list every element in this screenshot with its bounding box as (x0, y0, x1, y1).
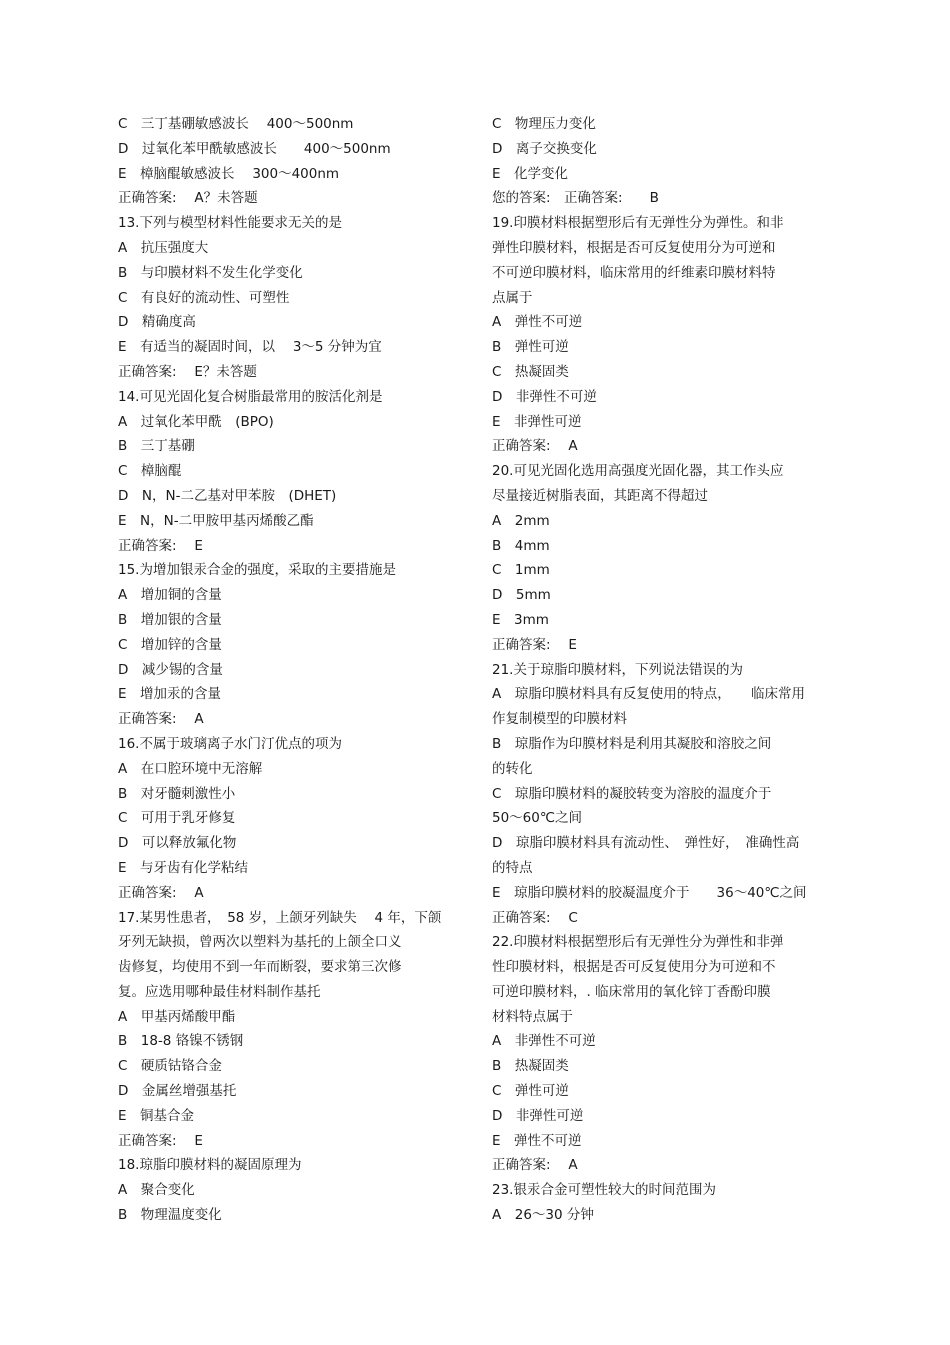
question-15: 15.为增加银汞合金的强度，采取的主要措施是 (118, 562, 396, 579)
answer-line: 正确答案: E？未答题 (118, 363, 257, 380)
option-line: A 抗压强度大 (118, 239, 209, 256)
question-17-cont: 复。应选用哪种最佳材料制作基托 (118, 983, 321, 1000)
option-line: A 过氧化苯甲酰 (BPO) (118, 413, 274, 430)
option-line: C 有良好的流动性、可塑性 (118, 289, 290, 306)
question-18: 18.琼脂印膜材料的凝固原理为 (118, 1157, 302, 1174)
option-line: E 3mm (492, 611, 549, 628)
option-line: A 非弹性不可逆 (492, 1033, 596, 1050)
option-line: A 聚合变化 (118, 1182, 195, 1199)
option-line: A 在口腔环境中无溶解 (118, 760, 263, 777)
option-line: D N，N-二乙基对甲苯胺 (DHET) (118, 487, 337, 504)
option-line: D 精确度高 (118, 314, 196, 331)
answer-line: 正确答案: E (492, 636, 577, 653)
option-line: B 18-8 铬镍不锈钢 (118, 1033, 244, 1050)
question-22: 22.印膜材料根据塑形后有无弹性分为弹性和非弹 (492, 934, 784, 951)
question-14: 14.可见光固化复合树脂最常用的胺活化剂是 (118, 388, 383, 405)
option-line: D 非弹性不可逆 (492, 388, 597, 405)
option-line-cont: 作复制模型的印膜材料 (492, 711, 627, 728)
option-line: B 与印膜材料不发生化学变化 (118, 264, 303, 281)
right-column (492, 112, 837, 1228)
option-line: E 与牙齿有化学粘结 (118, 859, 249, 876)
option-line: B 弹性可逆 (492, 339, 569, 356)
option-line: B 物理温度变化 (118, 1207, 222, 1224)
option-line: B 增加银的含量 (118, 611, 222, 628)
option-line: D 金属丝增强基托 (118, 1083, 237, 1100)
option-line: E 化学变化 (492, 165, 569, 182)
text-line: C 三丁基硼敏感波长 400～500nm (118, 116, 354, 132)
option-line: E N，N-二甲胺甲基丙烯酸乙酯 (118, 512, 314, 529)
question-19-cont: 点属于 (492, 289, 533, 306)
option-line: C 物理压力变化 (492, 116, 596, 132)
option-line: E 非弹性可逆 (492, 413, 582, 430)
left-column (118, 112, 463, 1228)
question-17: 17.某男性患者， 58 岁，上颌牙列缺失 4 年，下颌 (118, 909, 442, 926)
question-17-cont: 牙列无缺损，曾两次以塑料为基托的上颌全口义 (118, 934, 402, 951)
option-line: D 可以释放氟化物 (118, 835, 237, 852)
question-20: 20.可见光固化选用高强度光固化器，其工作头应 (492, 463, 784, 480)
option-line: B 热凝固类 (492, 1058, 569, 1075)
option-line: B 三丁基硼 (118, 438, 195, 455)
question-23: 23.银汞合金可塑性较大的时间范围为 (492, 1182, 716, 1199)
answer-line: 正确答案: A (492, 1157, 578, 1174)
option-line: B 对牙髓刺激性小 (118, 785, 236, 802)
option-line: E 增加汞的含量 (118, 686, 222, 703)
question-19-cont: 弹性印膜材料，根据是否可反复使用分为可逆和 (492, 239, 776, 256)
text-line: E 樟脑醌敏感波长 300～400nm (118, 165, 340, 182)
option-line: D 琼脂印膜材料具有流动性、 弹性好， 准确性高 (492, 835, 800, 852)
text-line: D 过氧化苯甲酰敏感波长 400～500nm (118, 140, 391, 157)
option-line: A 26～30 分钟 (492, 1207, 594, 1224)
answer-line: 您的答案: 正确答案: B (492, 190, 659, 207)
question-13: 13.下列与模型材料性能要求无关的是 (118, 215, 342, 232)
question-17-cont: 齿修复，均使用不到一年而断裂，要求第三次修 (118, 959, 402, 976)
question-19: 19.印膜材料根据塑形后有无弹性分为弹性。和非 (492, 215, 784, 232)
option-line: D 非弹性可逆 (492, 1107, 584, 1124)
option-line: C 弹性可逆 (492, 1083, 569, 1100)
option-line: E 琼脂印膜材料的胶凝温度介于 36～40℃之间 (492, 884, 807, 901)
option-line: C 硬质钴铬合金 (118, 1058, 222, 1075)
option-line: A 弹性不可逆 (492, 314, 583, 331)
question-19-cont: 不可逆印膜材料，临床常用的纤维素印膜材料特 (492, 264, 776, 281)
answer-line: 正确答案: A (118, 711, 204, 728)
option-line: C 增加锌的含量 (118, 636, 222, 653)
question-22-cont: 可逆印膜材料，. 临床常用的氧化锌丁香酚印膜 (492, 983, 771, 1000)
answer-line: 正确答案: A (118, 884, 204, 901)
option-line: A 增加铜的含量 (118, 587, 222, 604)
option-line: D 减少锡的含量 (118, 661, 223, 678)
option-line: C 热凝固类 (492, 363, 569, 380)
option-line: E 铜基合金 (118, 1107, 195, 1124)
option-line: B 4mm (492, 537, 550, 554)
question-22-cont: 材料特点属于 (492, 1008, 573, 1025)
option-line: B 琼脂作为印膜材料是利用其凝胶和溶胶之间 (492, 735, 772, 752)
option-line-cont: 的转化 (492, 760, 533, 777)
option-line: D 5mm (492, 587, 551, 604)
answer-line: 正确答案: C (492, 909, 578, 926)
answer-line: 正确答案: A (492, 438, 578, 455)
option-line: C 可用于乳牙修复 (118, 810, 236, 827)
option-line: C 1mm (492, 562, 550, 579)
question-20-cont: 尽量接近树脂表面，其距离不得超过 (492, 487, 708, 504)
option-line: D 离子交换变化 (492, 140, 597, 157)
option-line: C 琼脂印膜材料的凝胶转变为溶胶的温度介于 (492, 785, 772, 802)
option-line-cont: 的特点 (492, 859, 533, 876)
option-line-cont: 50～60℃之间 (492, 810, 583, 827)
question-22-cont: 性印膜材料，根据是否可反复使用分为可逆和不 (492, 959, 776, 976)
question-16: 16.不属于玻璃离子水门汀优点的项为 (118, 735, 342, 752)
question-21: 21.关于琼脂印膜材料，下列说法错误的为 (492, 661, 743, 678)
option-line: E 有适当的凝固时间，以 3～5 分钟为宜 (118, 339, 382, 356)
answer-line: 正确答案: A？未答题 (118, 190, 258, 207)
option-line: A 2mm (492, 512, 550, 529)
option-line: A 琼脂印膜材料具有反复使用的特点， 临床常用 (492, 686, 805, 703)
option-line: A 甲基丙烯酸甲酯 (118, 1008, 236, 1025)
answer-line: 正确答案: E (118, 1132, 203, 1149)
option-line: E 弹性不可逆 (492, 1132, 582, 1149)
option-line: C 樟脑醌 (118, 463, 182, 480)
answer-line: 正确答案: E (118, 537, 203, 554)
